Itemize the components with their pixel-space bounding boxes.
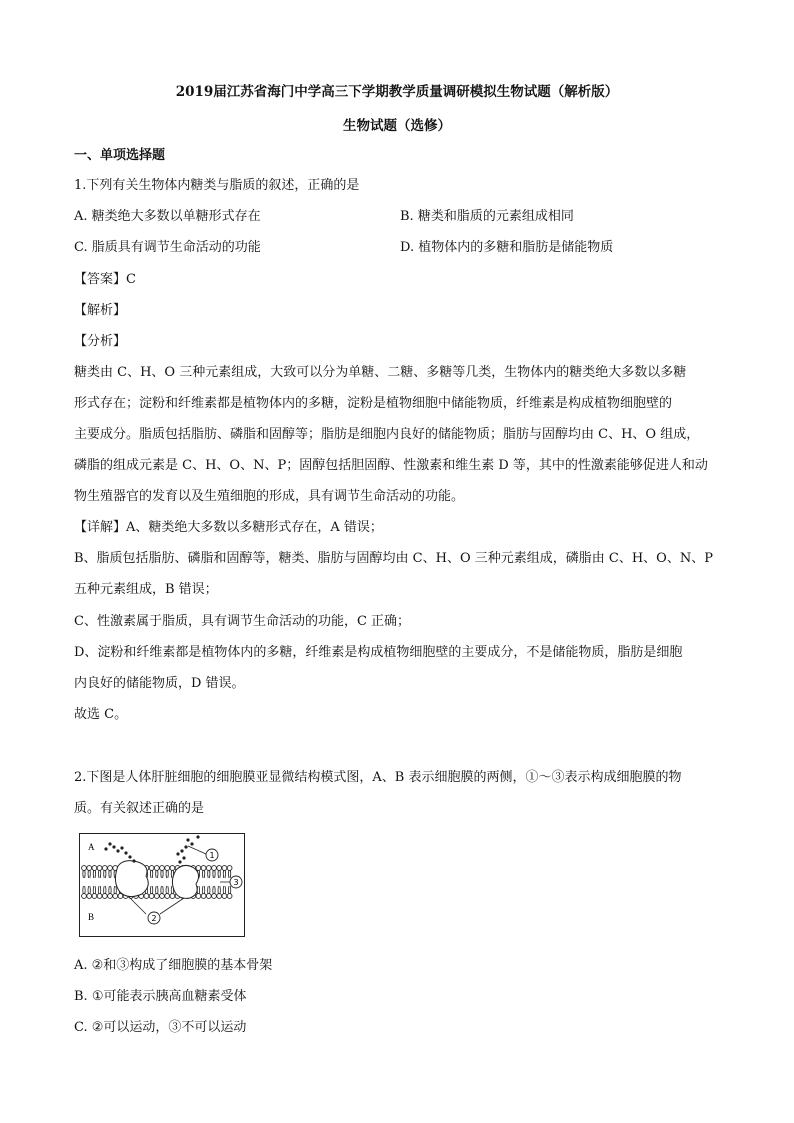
doc-title: 2019届江苏省海门中学高三下学期教学质量调研模拟生物试题（解析版） (175, 84, 619, 100)
cell-membrane-diagram (79, 833, 245, 937)
phospholipid-head (102, 886, 107, 898)
phospholipid-head (92, 866, 97, 878)
q2-stem-line: 2.下图是人体肝脏细胞的细胞膜亚显微结构模式图，A、B 表示细胞膜的两侧，①～③表示构成细胞膜的物 (74, 770, 682, 785)
phospholipid-head (201, 886, 206, 898)
phospholipid-head (160, 866, 165, 878)
phospholipid-head (108, 886, 113, 898)
q1-fenxi-line: 磷脂的组成元素是 C、H、O、N、P；固醇包括胆固醇、性激素和维生素 D 等，其中的性激素能够促进人和动 (74, 458, 708, 473)
phospholipid-head (87, 866, 92, 878)
phospholipid-head (97, 866, 102, 878)
phospholipid-head (97, 886, 102, 898)
q1-detail-line: 故选 C。 (74, 707, 128, 722)
phospholipid-head (165, 866, 170, 878)
membrane-protein (115, 861, 148, 897)
phospholipid-head (212, 886, 217, 898)
glycoprotein-chain (104, 835, 199, 863)
q1-detail-line: 【详解】A、糖类绝大多数以多糖形式存在，A 错误； (74, 520, 383, 535)
q1-fenxi-line: 物生殖器官的发育以及生殖细胞的形成，具有调节生命活动的功能。 (74, 489, 465, 504)
q1-option-d: D. 植物体内的多糖和脂肪是储能物质 (400, 240, 614, 255)
q1-stem: 1.下列有关生物体内糖类与脂质的叙述，正确的是 (74, 178, 360, 193)
phospholipid-head (154, 866, 159, 878)
phospholipid-head (227, 886, 232, 898)
q2-option-c: C. ②可以运动，③不可以运动 (74, 1020, 247, 1035)
q1-detail-line: B、脂质包括脂肪、磷脂和固醇等，糖类、脂肪与固醇均由 C、H、O 三种元素组成，磷脂由 C、H、O、N、P (74, 551, 713, 566)
phospholipid-head (82, 886, 87, 898)
q1-detail-line: 内良好的储能物质，D 错误。 (74, 676, 245, 691)
doc-subtitle: 生物试题（选修） (343, 118, 451, 134)
q1-option-b: B. 糖类和脂质的元素组成相同 (400, 209, 574, 224)
q1-answer: 【答案】C (74, 272, 136, 287)
q1-analysis-label: 【解析】 (74, 303, 127, 318)
phospholipid-head (201, 866, 206, 878)
q1-detail-line: 五种元素组成，B 错误； (74, 582, 218, 597)
phospholipid-head (92, 886, 97, 898)
q2-stem-line: 质。有关叙述正确的是 (74, 801, 205, 816)
q2-option-b: B. ①可能表示胰高血糖素受体 (74, 989, 247, 1004)
side-a-label: A (88, 842, 95, 852)
label-2: 2 (151, 914, 157, 923)
phospholipid-head (149, 886, 154, 898)
q1-fenxi-line: 形式存在；淀粉和纤维素都是植物体内的多糖，淀粉是植物细胞中储能物质，纤维素是构成植物细胞壁的 (74, 396, 673, 411)
phospholipid-head (222, 866, 227, 878)
q1-fenxi-line: 糖类由 C、H、O 三种元素组成，大致可以分为单糖、二糖、多糖等几类，生物体内的糖类绝大多数以多糖 (74, 365, 687, 380)
phospholipid-head (154, 886, 159, 898)
phospholipid-bilayer (82, 866, 232, 899)
side-b-label: B (88, 912, 95, 922)
phospholipid-head (149, 866, 154, 878)
phospholipid-head (206, 886, 211, 898)
phospholipid-head (227, 866, 232, 878)
phospholipid-head (160, 886, 165, 898)
label-1: 1 (209, 851, 215, 860)
phospholipid-head (87, 886, 92, 898)
q1-option-c: C. 脂质具有调节生命活动的功能 (74, 240, 261, 255)
phospholipid-head (217, 866, 222, 878)
q1-detail-line: D、淀粉和纤维素都是植物体内的多糖，纤维素是构成植物细胞壁的主要成分，不是储能物质，脂肪是细胞 (74, 645, 683, 660)
q1-fenxi-line: 主要成分。脂质包括脂肪、磷脂和固醇等；脂肪是细胞内良好的储能物质；脂肪与固醇均由 C、H、O 组成， (74, 427, 700, 442)
phospholipid-head (222, 886, 227, 898)
q1-option-a: A. 糖类绝大多数以单糖形式存在 (74, 209, 261, 224)
phospholipid-head (212, 866, 217, 878)
q1-fenxi-label: 【分析】 (74, 334, 127, 349)
phospholipid-head (217, 886, 222, 898)
label-3: 3 (233, 878, 239, 887)
q1-detail-line: C、性激素属于脂质，具有调节生命活动的功能，C 正确； (74, 614, 411, 629)
membrane-protein (172, 865, 198, 898)
q2-option-a: A. ②和③构成了细胞膜的基本骨架 (74, 958, 273, 973)
phospholipid-head (206, 866, 211, 878)
phospholipid-head (82, 866, 87, 878)
phospholipid-head (165, 886, 170, 898)
phospholipid-head (102, 866, 107, 878)
section-heading: 一、单项选择题 (74, 148, 166, 163)
phospholipid-head (108, 866, 113, 878)
